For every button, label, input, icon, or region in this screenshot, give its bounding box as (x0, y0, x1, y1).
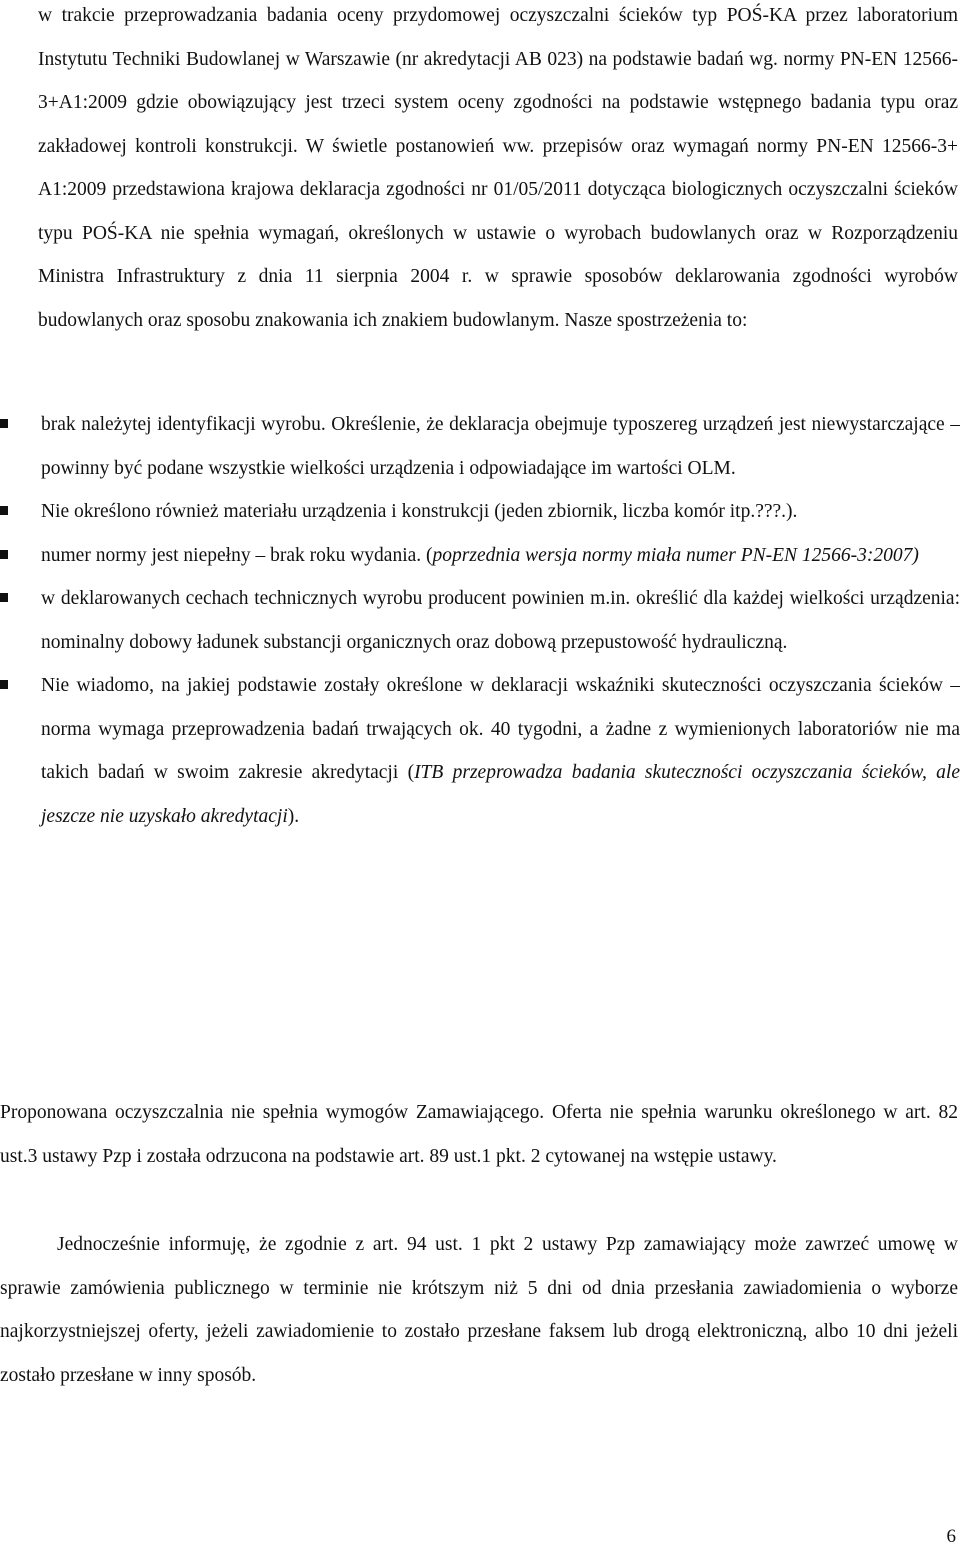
square-bullet-icon (0, 550, 8, 559)
page-number: 6 (946, 1526, 956, 1547)
bullet-text: Nie wiadomo, na jakiej podstawie zostały określone w deklaracji wskaźniki skuteczności oczyszczania ścieków – norma wymaga przeprowadzenia badań trwających ok. 40 tygodni, a żadne z wymienionych laboratoriów nie ma takich badań w swoim zakresie akredytacji ( (41, 675, 960, 783)
bullet-text: brak należytej identyfikacji wyrobu. Określenie, że deklaracja obejmuje typoszereg urządzeń jest niewystarczające – powinny być podane wszystkie wielkości urządzenia i odpowiadające im wartości OLM. (41, 414, 960, 479)
square-bullet-icon (0, 593, 8, 602)
square-bullet-icon (0, 419, 8, 428)
bullet-text: Nie określono również materiału urządzenia i konstrukcji (jeden zbiornik, liczba komór itp.???.). (41, 501, 798, 522)
conclusion-paragraph: Proponowana oczyszczalnia nie spełnia wymogów Zamawiającego. Oferta nie spełnia warunku określonego w art. 82 ust.3 ustawy Pzp i została odrzucona na podstawie art. 89 ust.1 pkt. 2 cytowanej na wstępie ustawy. (0, 1102, 958, 1167)
square-bullet-icon (0, 680, 8, 689)
intro-text: w trakcie przeprowadzania badania oceny przydomowej oczyszczalni ścieków typ POŚ-KA przez laboratorium Instytutu Techniki Budowlanej w Warszawie (nr akredytacji AB 023) na podstawie badań wg. normy PN-EN 12566-3+A1:2009 gdzie obowiązujący jest trzeci system oceny zgodności na podstawie wstępnego badania typu oraz zakładowej kontroli konstrukcji. W świetle postanowień ww. przepisów oraz wymagań normy PN-EN 12566-3+ A1:2009 przedstawiona krajowa deklaracja zgodności nr 01/05/2011 dotycząca biologicznych oczyszczalni ścieków typu POŚ-KA nie spełnia wymagań, określonych w ustawie o wyrobach budowlanych oraz w Rozporządzeniu Ministra Infrastruktury z dnia 11 sierpnia 2004 r. w sprawie sposobów deklarowania zgodności wyrobów budowlanych oraz sposobu znakowania ich znakiem budowlanym. Nasze spostrzeżenia to: (38, 5, 958, 331)
bullet-text: numer normy jest niepełny – brak roku wydania. ( (41, 544, 433, 566)
list-item (0, 577, 960, 664)
list-item (0, 664, 960, 838)
list-item (0, 403, 960, 490)
intro-paragraph (38, 0, 958, 342)
list-item (0, 490, 960, 534)
bullet-text: w deklarowanych cechach technicznych wyrobu producent powinien m.in. określić dla każdej wielkości urządzenia: nominalny dobowy ładunek substancji organicznych oraz dobową przepustowość hydrauliczną. (41, 588, 960, 653)
bullet-italic-text: ITB przeprowadza badania skuteczności oczyszczania ścieków, ale jeszcze nie uzyskało akredytacji (41, 762, 960, 827)
bullet-italic-text: poprzednia wersja normy miała numer PN-EN 12566-3:2007) (432, 544, 919, 566)
list-item (0, 534, 960, 578)
bullet-end-text: ). (287, 805, 300, 827)
square-bullet-icon (0, 506, 8, 515)
observations-list (0, 403, 960, 838)
notice-paragraph: Jednocześnie informuję, że zgodnie z art. 94 ust. 1 pkt 2 ustawy Pzp zamawiający może zawrzeć umowę w sprawie zamówienia publicznego w terminie nie krótszym niż 5 dni od dnia przesłania zawiadomienia o wyborze najkorzystniejszej oferty, jeżeli zawiadomienie to zostało przesłane faksem lub drogą elektroniczną, albo 10 dni jeżeli zostało przesłane w inny sposób. (0, 1234, 958, 1386)
